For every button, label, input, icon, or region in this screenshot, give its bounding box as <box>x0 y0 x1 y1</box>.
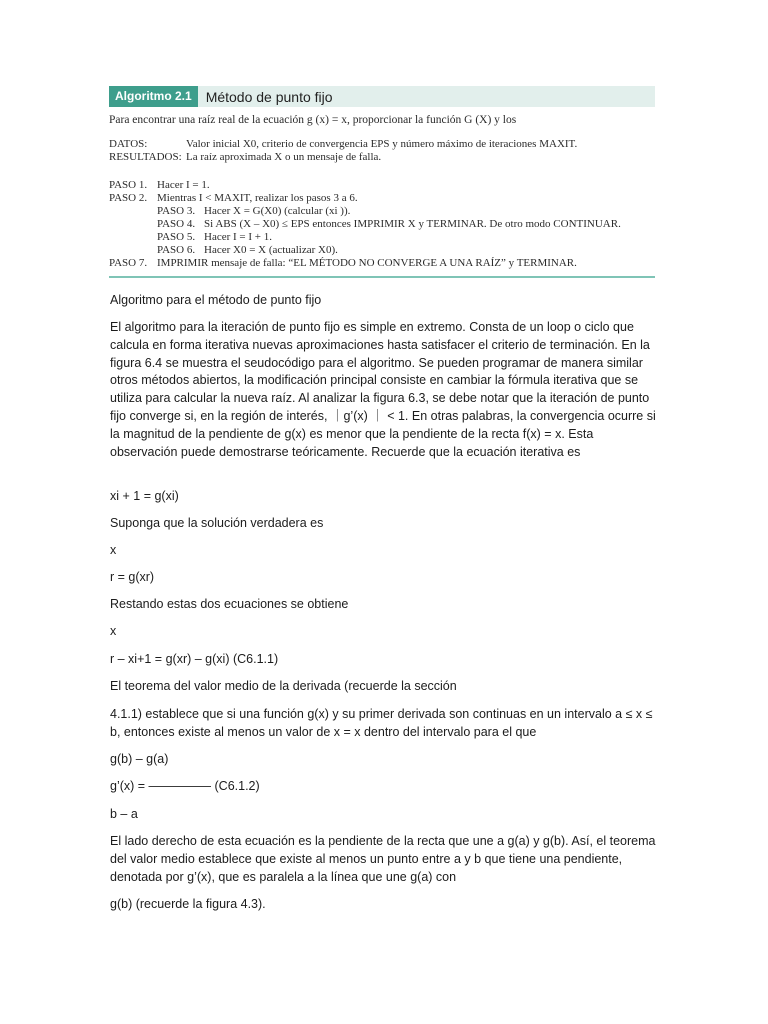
step-row <box>109 218 655 231</box>
equation-numerator: g(b) – g(a) <box>110 752 169 766</box>
paragraph-slope: El lado derecho de esta ecuación es la pendiente de la recta que une a g(a) y g(b). Así, el teorema del valor medio establece que existe al menos un punto entre a y b que tiene una pendiente, denotada por g’(x), que es paralela a la línea que une g(a) con <box>110 834 656 884</box>
step-label: PASO 4. <box>157 218 196 230</box>
results-label: RESULTADOS: <box>109 151 182 163</box>
paragraph-figure-ref: g(b) (recuerde la figura 4.3). <box>110 897 266 911</box>
step-label: PASO 5. <box>157 231 196 243</box>
equation-denominator: b – a <box>110 807 138 821</box>
step-label: PASO 2. <box>109 192 148 204</box>
step-row <box>109 205 655 218</box>
step-row <box>109 179 655 192</box>
algorithm-intro: Para encontrar una raíz real de la ecuación g (x) = x, proporcionar la función G (X) y los <box>109 114 517 126</box>
step-row <box>109 231 655 244</box>
algorithm-data-row <box>109 138 655 151</box>
equation-difference: r – xi+1 = g(xr) – g(xi) (C6.1.1) <box>110 652 279 666</box>
step-text: Si ABS (X – X0) ≤ EPS entonces IMPRIMIR X y TERMINAR. De otro modo CONTINUAR. <box>204 218 621 230</box>
step-text: Hacer I = I + 1. <box>204 231 272 243</box>
paragraph-subtract: Restando estas dos ecuaciones se obtiene <box>110 597 349 611</box>
step-text: Hacer X = G(X0) (calcular (xi )). <box>204 205 351 217</box>
algorithm-results-row <box>109 151 655 164</box>
equation-iterative: xi + 1 = g(xi) <box>110 489 179 503</box>
algorithm-bottom-rule <box>109 276 655 278</box>
results-text: La raíz aproximada X o un mensaje de falla. <box>186 151 382 163</box>
variable-x: x <box>110 543 117 557</box>
algorithm-figure <box>109 86 655 278</box>
step-label: PASO 3. <box>157 205 196 217</box>
data-label: DATOS: <box>109 138 148 150</box>
equation-root: r = g(xr) <box>110 570 155 584</box>
algorithm-badge: Algoritmo 2.1 <box>109 86 198 107</box>
algorithm-header <box>109 86 655 107</box>
step-row <box>109 257 655 270</box>
step-label: PASO 7. <box>109 257 148 269</box>
step-text: Mientras I < MAXIT, realizar los pasos 3 a 6. <box>157 192 358 204</box>
step-row <box>109 244 655 257</box>
step-text: IMPRIMIR mensaje de falla: “EL MÉTODO NO CONVERGE A UNA RAÍZ” y TERMINAR. <box>157 257 577 269</box>
step-row <box>109 192 655 205</box>
variable-x: x <box>110 624 117 638</box>
algorithm-title: Método de punto fijo <box>205 88 333 105</box>
step-text: Hacer I = 1. <box>157 179 210 191</box>
step-label: PASO 6. <box>157 244 196 256</box>
step-label: PASO 1. <box>109 179 148 191</box>
paragraph-true-solution: Suponga que la solución verdadera es <box>110 516 324 530</box>
paragraph-mean-value-statement: 4.1.1) establece que si una función g(x) y su primer derivada son continuas en un intervalo a ≤ x ≤ b, entonces existe al menos un valor de x = x dentro del intervalo para el que <box>110 707 653 739</box>
paragraph-mean-value: El teorema del valor medio de la derivada (recuerde la sección <box>110 679 457 693</box>
data-text: Valor inicial X0, criterio de convergencia EPS y número máximo de iteraciones MAXIT. <box>186 138 578 150</box>
algorithm-steps <box>109 179 655 270</box>
equation-derivative: g’(x) = ————— (C6.1.2) <box>110 779 260 793</box>
step-text: Hacer X0 = X (actualizar X0). <box>204 244 338 256</box>
paragraph-intro: El algoritmo para la iteración de punto fijo es simple en extremo. Consta de un loop o ciclo que calcula en forma iterativa nuevas aproximaciones hasta satisfacer el criterio de terminación. En la figura 6.4 se muestra el seudocódigo para el algoritmo. Se pueden programar de manera similar otros métodos abiertos, la modificación principal consiste en cambiar la fórmula iterativa que se utiliza para calcular la nueva raíz. Al analizar la figura 6.3, se debe notar que la iteración de punto fijo converge si, en la región de interés, ｜g’(x) ｜ < 1. En otras palabras, la convergencia ocurre si la magnitud de la pendiente de g(x) es menor que la pendiente de la recta f(x) = x. Esta observación puede demostrarse teóricamente. Recuerde que la ecuación iterativa es <box>110 320 656 459</box>
section-heading: Algoritmo para el método de punto fijo <box>110 293 322 307</box>
